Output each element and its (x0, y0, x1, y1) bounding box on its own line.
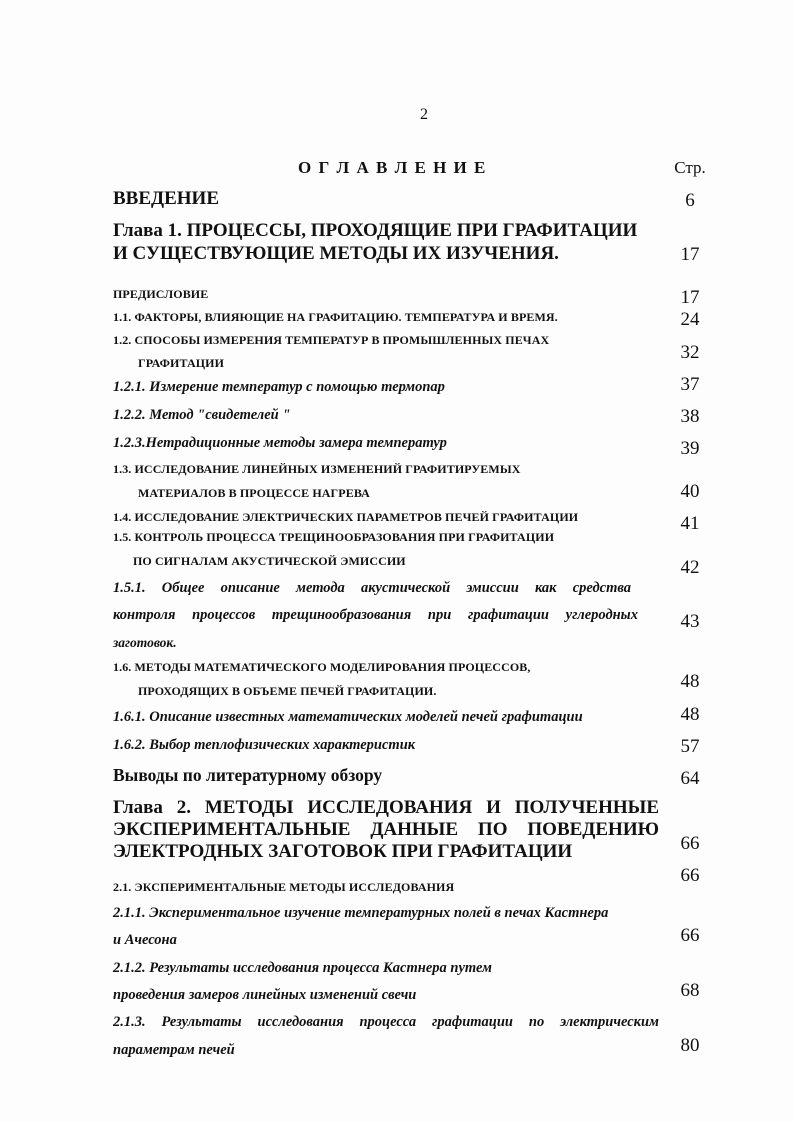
toc-entry-title: Глава 2. МЕТОДЫ ИССЛЕДОВАНИЯ И ПОЛУЧЕННЫЕ (113, 797, 659, 818)
toc-entry-page: 6 (685, 190, 695, 211)
toc-entry-page: 17 (680, 287, 700, 308)
toc-entry-page: 37 (680, 374, 700, 395)
toc-entry-title: 1.2.1. Измерение температур с помощью термопар (113, 379, 445, 395)
toc-entry-page: 39 (680, 438, 700, 459)
toc-entry-page: 41 (680, 513, 700, 534)
toc-entry-page: 64 (680, 768, 700, 789)
page-number: 2 (420, 106, 428, 123)
toc-entry-page: 66 (680, 925, 700, 946)
toc-entry-page: 17 (680, 244, 700, 265)
toc-entry-title: 1.2. СПОСОБЫ ИЗМЕРЕНИЯ ТЕМПЕРАТУР В ПРОМЫШЛЕННЫХ ПЕЧАХ (113, 333, 550, 347)
toc-entry-title: и Ачесона (113, 932, 177, 948)
toc-entry-page: 32 (680, 342, 700, 363)
toc-entry-title: проведения замеров линейных изменений свечи (113, 987, 417, 1003)
toc-entry-title: 1.5. КОНТРОЛЬ ПРОЦЕССА ТРЕЩИНООБРАЗОВАНИЯ ПРИ ГРАФИТАЦИИ (113, 530, 555, 544)
toc-entry-title: 1.1. ФАКТОРЫ, ВЛИЯЮЩИЕ НА ГРАФИТАЦИЮ. ТЕМПЕРАТУРА И ВРЕМЯ. (113, 310, 558, 324)
toc-entry-title: 2.1.2. Результаты исследования процесса Кастнера путем (113, 960, 492, 976)
toc-entry-title: И СУЩЕСТВУЮЩИЕ МЕТОДЫ ИХ ИЗУЧЕНИЯ. (113, 243, 559, 264)
toc-entry-page: 42 (680, 557, 700, 578)
toc-entry-title: ЭЛЕКТРОДНЫХ ЗАГОТОВОК ПРИ ГРАФИТАЦИИ (113, 841, 573, 862)
toc-entry-title: 2.1.3. Результаты исследования процесса графитации по электрическим (113, 1014, 659, 1030)
toc-entry-title: ВВЕДЕНИЕ (113, 188, 219, 209)
toc-entry-page: 38 (680, 406, 700, 427)
toc-entry-title: 1.2.2. Метод "свидетелей " (113, 407, 291, 423)
toc-entry-title: 1.2.3.Нетрадиционные методы замера температур (113, 435, 447, 451)
toc-entry-title: параметрам печей (113, 1042, 235, 1058)
toc-entry-title: 1.4. ИССЛЕДОВАНИЕ ЭЛЕКТРИЧЕСКИХ ПАРАМЕТРОВ ПЕЧЕЙ ГРАФИТАЦИИ (113, 510, 579, 524)
toc-entry-title: 1.3. ИССЛЕДОВАНИЕ ЛИНЕЙНЫХ ИЗМЕНЕНИЙ ГРАФИТИРУЕМЫХ (113, 462, 521, 476)
toc-entry-page: 66 (680, 865, 700, 886)
toc-entry-page: 68 (680, 980, 700, 1001)
toc-entry-title: 1.6.1. Описание известных математических моделей печей графитации (113, 709, 583, 725)
toc-entry-page: 48 (680, 671, 700, 692)
toc-entry-title: ЭКСПЕРИМЕНТАЛЬНЫЕ ДАННЫЕ ПО ПОВЕДЕНИЮ (113, 819, 659, 840)
toc-entry-title: Выводы по литературному обзору (113, 765, 383, 785)
toc-entry-page: 40 (680, 481, 700, 502)
toc-entry-page: 43 (680, 611, 700, 632)
toc-entry-title: Глава 1. ПРОЦЕССЫ, ПРОХОДЯЩИЕ ПРИ ГРАФИТАЦИИ (113, 220, 638, 241)
toc-entry-page: 24 (680, 309, 700, 330)
toc-entry-title: 1.6. МЕТОДЫ МАТЕМАТИЧЕСКОГО МОДЕЛИРОВАНИЯ ПРОЦЕССОВ, (113, 660, 531, 674)
toc-entry-title: 1.6.2. Выбор теплофизических характеристик (113, 737, 416, 753)
toc-title: О Г Л А В Л Е Н И Е (298, 158, 487, 177)
toc-entry-page: 57 (680, 736, 700, 757)
toc-entry-title: заготовок. (113, 635, 177, 650)
toc-entry-page: 80 (680, 1035, 700, 1056)
toc-entry-page: 48 (680, 704, 700, 725)
toc-entry-title: ПРОХОДЯЩИХ В ОБЪЕМЕ ПЕЧЕЙ ГРАФИТАЦИИ. (138, 684, 437, 698)
toc-entry-title: ПРЕДИСЛОВИЕ (113, 287, 209, 301)
toc-entry-title: 2.1. ЭКСПЕРИМЕНТАЛЬНЫЕ МЕТОДЫ ИССЛЕДОВАНИЯ (113, 880, 455, 894)
page-column-header: Стр. (674, 158, 706, 177)
toc-entry-title: ПО СИГНАЛАМ АКУСТИЧЕСКОЙ ЭМИССИИ (133, 554, 406, 568)
toc-entry-title: 1.5.1. Общее описание метода акустической эмиссии как средства (113, 580, 631, 596)
toc-entry-title: МАТЕРИАЛОВ В ПРОЦЕССЕ НАГРЕВА (138, 486, 370, 500)
toc-entry-title: 2.1.1. Экспериментальное изучение температурных полей в печах Кастнера (113, 905, 609, 921)
toc-entry-title: контроля процессов трещинообразования при графитации углеродных (113, 607, 638, 623)
toc-entry-title: ГРАФИТАЦИИ (138, 356, 225, 370)
toc-entry-page: 66 (680, 833, 700, 854)
